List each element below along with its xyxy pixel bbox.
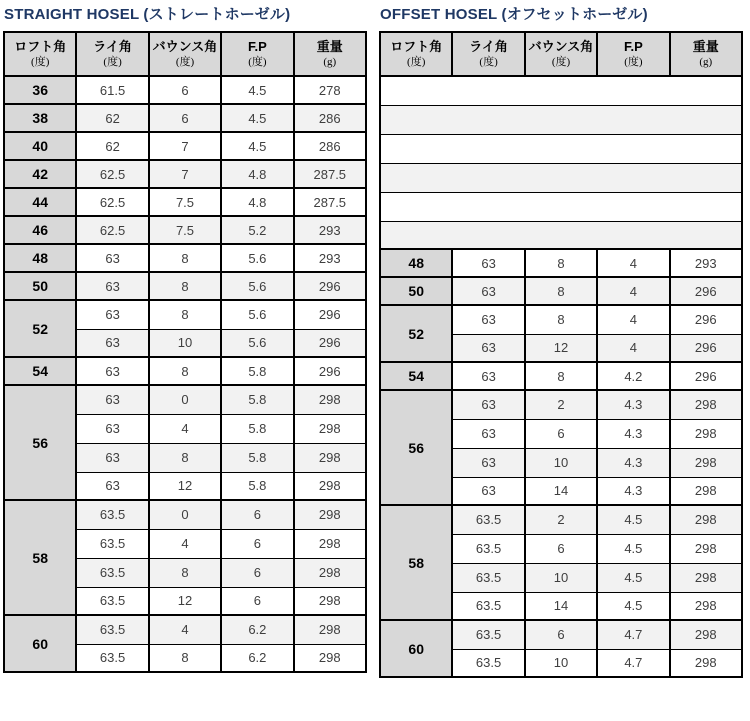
loft-cell: 54 [380, 362, 452, 390]
weight-cell: 298 [670, 534, 742, 563]
bounce-cell: 4 [149, 414, 221, 443]
lie-cell: 63 [452, 477, 524, 505]
weight-cell: 298 [670, 419, 742, 448]
fp-cell: 4.8 [221, 188, 293, 216]
table-row [4, 385, 366, 414]
bounce-cell: 6 [525, 419, 597, 448]
fp-cell: 4 [597, 334, 669, 362]
header-row [380, 32, 742, 76]
table-row [4, 244, 366, 272]
weight-cell: 296 [294, 272, 366, 300]
weight-cell: 298 [294, 385, 366, 414]
header-unit: (度) [407, 55, 426, 68]
lie-cell: 62 [76, 132, 148, 160]
weight-cell: 287.5 [294, 160, 366, 188]
table-row [4, 500, 366, 529]
fp-cell: 4.3 [597, 419, 669, 448]
loft-cell: 58 [4, 500, 76, 615]
header-unit: (度) [551, 55, 571, 68]
header-unit: (g) [699, 55, 713, 68]
fp-cell: 4.5 [221, 132, 293, 160]
bounce-cell: 8 [149, 272, 221, 300]
fp-cell: 4 [597, 305, 669, 334]
straight-hosel-table [3, 31, 367, 673]
header-label: ロフト角 [390, 38, 443, 54]
bounce-cell: 0 [149, 500, 221, 529]
lie-cell: 63.5 [452, 534, 524, 563]
weight-cell: 298 [670, 390, 742, 419]
weight-cell: 298 [294, 414, 366, 443]
lie-cell: 63.5 [76, 500, 148, 529]
lie-cell: 63 [452, 448, 524, 477]
column-header-weight [670, 32, 742, 76]
lie-cell: 63 [452, 334, 524, 362]
fp-cell: 5.6 [221, 244, 293, 272]
fp-cell: 5.8 [221, 472, 293, 500]
bounce-cell: 10 [525, 649, 597, 677]
loft-cell: 50 [380, 277, 452, 305]
fp-cell: 4.2 [597, 362, 669, 390]
table-row [380, 362, 742, 390]
column-header-loft [4, 32, 76, 76]
weight-cell: 298 [294, 472, 366, 500]
loft-cell: 56 [380, 390, 452, 505]
lie-cell: 63 [76, 272, 148, 300]
header-label: 重量 [692, 38, 719, 54]
fp-cell: 5.6 [221, 329, 293, 357]
weight-cell: 298 [670, 592, 742, 620]
lie-cell: 63.5 [76, 615, 148, 644]
fp-cell: 4.5 [597, 592, 669, 620]
header-label: バウンス角 [152, 38, 218, 54]
bounce-cell: 7.5 [149, 188, 221, 216]
fp-cell: 5.8 [221, 385, 293, 414]
straight-hosel-title: STRAIGHT HOSEL (ストレートホーゼル) [4, 6, 291, 23]
weight-cell: 296 [294, 357, 366, 385]
bounce-cell: 7 [149, 160, 221, 188]
bounce-cell: 6 [525, 534, 597, 563]
column-header-lie [76, 32, 148, 76]
offset-hosel-title: OFFSET HOSEL (オフセットホーゼル) [380, 6, 648, 23]
lie-cell: 63.5 [76, 529, 148, 558]
header-unit: (g) [323, 55, 337, 68]
weight-cell: 293 [294, 216, 366, 244]
bounce-cell: 12 [525, 334, 597, 362]
bounce-cell: 7.5 [149, 216, 221, 244]
empty-cell [380, 192, 742, 221]
column-header-lie [452, 32, 524, 76]
table-row [380, 390, 742, 419]
weight-cell: 298 [670, 505, 742, 534]
empty-cell [380, 163, 742, 192]
bounce-cell: 0 [149, 385, 221, 414]
column-header-loft [380, 32, 452, 76]
header-label: ライ角 [469, 38, 508, 54]
fp-cell: 5.6 [221, 300, 293, 329]
table-row [380, 505, 742, 534]
weight-cell: 298 [670, 563, 742, 592]
lie-cell: 63 [76, 414, 148, 443]
fp-cell: 5.8 [221, 414, 293, 443]
loft-cell: 50 [4, 272, 76, 300]
weight-cell: 298 [294, 644, 366, 672]
weight-cell: 298 [294, 529, 366, 558]
table-row [4, 357, 366, 385]
lie-cell: 63.5 [452, 649, 524, 677]
fp-cell: 4 [597, 277, 669, 305]
column-header-fp [221, 32, 293, 76]
lie-cell: 63 [76, 244, 148, 272]
header-unit: (度) [479, 55, 498, 68]
bounce-cell: 10 [525, 448, 597, 477]
lie-cell: 63 [452, 362, 524, 390]
header-label: ライ角 [93, 38, 132, 54]
bounce-cell: 8 [525, 362, 597, 390]
weight-cell: 296 [670, 305, 742, 334]
fp-cell: 5.2 [221, 216, 293, 244]
empty-row [380, 221, 742, 249]
header-unit: (度) [624, 55, 643, 68]
bounce-cell: 8 [525, 305, 597, 334]
loft-cell: 60 [4, 615, 76, 672]
fp-cell: 4 [597, 249, 669, 277]
loft-cell: 56 [4, 385, 76, 500]
bounce-cell: 14 [525, 592, 597, 620]
bounce-cell: 7 [149, 132, 221, 160]
lie-cell: 63 [76, 385, 148, 414]
fp-cell: 4.8 [221, 160, 293, 188]
header-label: 重量 [316, 38, 343, 54]
fp-cell: 6.2 [221, 615, 293, 644]
lie-cell: 63 [76, 329, 148, 357]
lie-cell: 62.5 [76, 188, 148, 216]
bounce-cell: 6 [525, 620, 597, 649]
bounce-cell: 10 [525, 563, 597, 592]
bounce-cell: 8 [149, 443, 221, 472]
fp-cell: 5.8 [221, 357, 293, 385]
empty-cell [380, 134, 742, 163]
fp-cell: 4.7 [597, 649, 669, 677]
table-row [4, 272, 366, 300]
fp-cell: 6.2 [221, 644, 293, 672]
lie-cell: 63 [452, 249, 524, 277]
fp-cell: 4.3 [597, 390, 669, 419]
offset-hosel-table [379, 31, 743, 678]
table-row [4, 216, 366, 244]
table-row [380, 249, 742, 277]
lie-cell: 63 [76, 357, 148, 385]
fp-cell: 6 [221, 529, 293, 558]
bounce-cell: 8 [525, 277, 597, 305]
loft-cell: 48 [4, 244, 76, 272]
table-row [380, 277, 742, 305]
empty-row [380, 163, 742, 192]
column-header-bounce [149, 32, 221, 76]
column-header-fp [597, 32, 669, 76]
loft-cell: 40 [4, 132, 76, 160]
table-row [4, 104, 366, 132]
fp-cell: 4.5 [597, 563, 669, 592]
loft-cell: 46 [4, 216, 76, 244]
fp-cell: 4.5 [221, 76, 293, 104]
weight-cell: 286 [294, 132, 366, 160]
lie-cell: 63 [452, 277, 524, 305]
fp-cell: 4.3 [597, 448, 669, 477]
bounce-cell: 8 [525, 249, 597, 277]
loft-cell: 36 [4, 76, 76, 104]
bounce-cell: 8 [149, 558, 221, 587]
bounce-cell: 10 [149, 329, 221, 357]
empty-cell [380, 105, 742, 134]
loft-cell: 54 [4, 357, 76, 385]
offset-hosel-section [379, 2, 743, 678]
lie-cell: 63.5 [76, 644, 148, 672]
header-label: ロフト角 [14, 38, 67, 54]
weight-cell: 298 [294, 500, 366, 529]
header-row [4, 32, 366, 76]
weight-cell: 298 [294, 615, 366, 644]
weight-cell: 296 [670, 334, 742, 362]
table-row [380, 305, 742, 334]
table-row [4, 615, 366, 644]
table-row [4, 132, 366, 160]
fp-cell: 4.5 [597, 505, 669, 534]
fp-cell: 5.8 [221, 443, 293, 472]
fp-cell: 4.5 [597, 534, 669, 563]
lie-cell: 63 [452, 390, 524, 419]
bounce-cell: 8 [149, 357, 221, 385]
header-unit: (度) [248, 55, 267, 68]
bounce-cell: 14 [525, 477, 597, 505]
straight-hosel-section [3, 2, 367, 678]
weight-cell: 298 [670, 649, 742, 677]
header-label: バウンス角 [528, 38, 594, 54]
weight-cell: 287.5 [294, 188, 366, 216]
weight-cell: 278 [294, 76, 366, 104]
fp-cell: 6 [221, 587, 293, 615]
lie-cell: 62.5 [76, 216, 148, 244]
table-row [380, 620, 742, 649]
lie-cell: 63 [76, 300, 148, 329]
empty-cell [380, 221, 742, 249]
fp-cell: 4.5 [221, 104, 293, 132]
bounce-cell: 2 [525, 390, 597, 419]
loft-cell: 58 [380, 505, 452, 620]
bounce-cell: 8 [149, 244, 221, 272]
column-header-weight [294, 32, 366, 76]
weight-cell: 296 [294, 329, 366, 357]
lie-cell: 63 [76, 472, 148, 500]
weight-cell: 293 [670, 249, 742, 277]
header-unit: (度) [175, 55, 195, 68]
bounce-cell: 6 [149, 76, 221, 104]
weight-cell: 298 [294, 587, 366, 615]
loft-cell: 42 [4, 160, 76, 188]
bounce-cell: 2 [525, 505, 597, 534]
weight-cell: 296 [294, 300, 366, 329]
empty-cell [380, 76, 742, 105]
weight-cell: 298 [294, 443, 366, 472]
lie-cell: 63 [452, 419, 524, 448]
lie-cell: 62 [76, 104, 148, 132]
fp-cell: 6 [221, 500, 293, 529]
table-row [4, 188, 366, 216]
loft-cell: 52 [380, 305, 452, 362]
loft-cell: 52 [4, 300, 76, 357]
fp-cell: 6 [221, 558, 293, 587]
weight-cell: 298 [670, 620, 742, 649]
fp-cell: 4.7 [597, 620, 669, 649]
loft-cell: 44 [4, 188, 76, 216]
weight-cell: 286 [294, 104, 366, 132]
lie-cell: 63.5 [452, 620, 524, 649]
loft-cell: 60 [380, 620, 452, 677]
bounce-cell: 8 [149, 644, 221, 672]
bounce-cell: 4 [149, 529, 221, 558]
fp-cell: 5.6 [221, 272, 293, 300]
weight-cell: 298 [670, 477, 742, 505]
lie-cell: 63 [76, 443, 148, 472]
weight-cell: 298 [294, 558, 366, 587]
header-unit: (度) [31, 55, 50, 68]
lie-cell: 63.5 [452, 563, 524, 592]
header-label: F.P [247, 38, 267, 54]
empty-row [380, 76, 742, 105]
weight-cell: 293 [294, 244, 366, 272]
weight-cell: 296 [670, 362, 742, 390]
lie-cell: 61.5 [76, 76, 148, 104]
weight-cell: 296 [670, 277, 742, 305]
lie-cell: 62.5 [76, 160, 148, 188]
empty-row [380, 105, 742, 134]
table-row [4, 76, 366, 104]
bounce-cell: 6 [149, 104, 221, 132]
weight-cell: 298 [670, 448, 742, 477]
table-row [4, 160, 366, 188]
lie-cell: 63.5 [452, 505, 524, 534]
loft-cell: 48 [380, 249, 452, 277]
bounce-cell: 12 [149, 587, 221, 615]
header-unit: (度) [103, 55, 122, 68]
header-label: F.P [623, 38, 643, 54]
loft-cell: 38 [4, 104, 76, 132]
lie-cell: 63.5 [452, 592, 524, 620]
empty-row [380, 134, 742, 163]
empty-row [380, 192, 742, 221]
bounce-cell: 4 [149, 615, 221, 644]
lie-cell: 63.5 [76, 587, 148, 615]
lie-cell: 63.5 [76, 558, 148, 587]
column-header-bounce [525, 32, 597, 76]
table-row [4, 300, 366, 329]
lie-cell: 63 [452, 305, 524, 334]
bounce-cell: 12 [149, 472, 221, 500]
bounce-cell: 8 [149, 300, 221, 329]
fp-cell: 4.3 [597, 477, 669, 505]
